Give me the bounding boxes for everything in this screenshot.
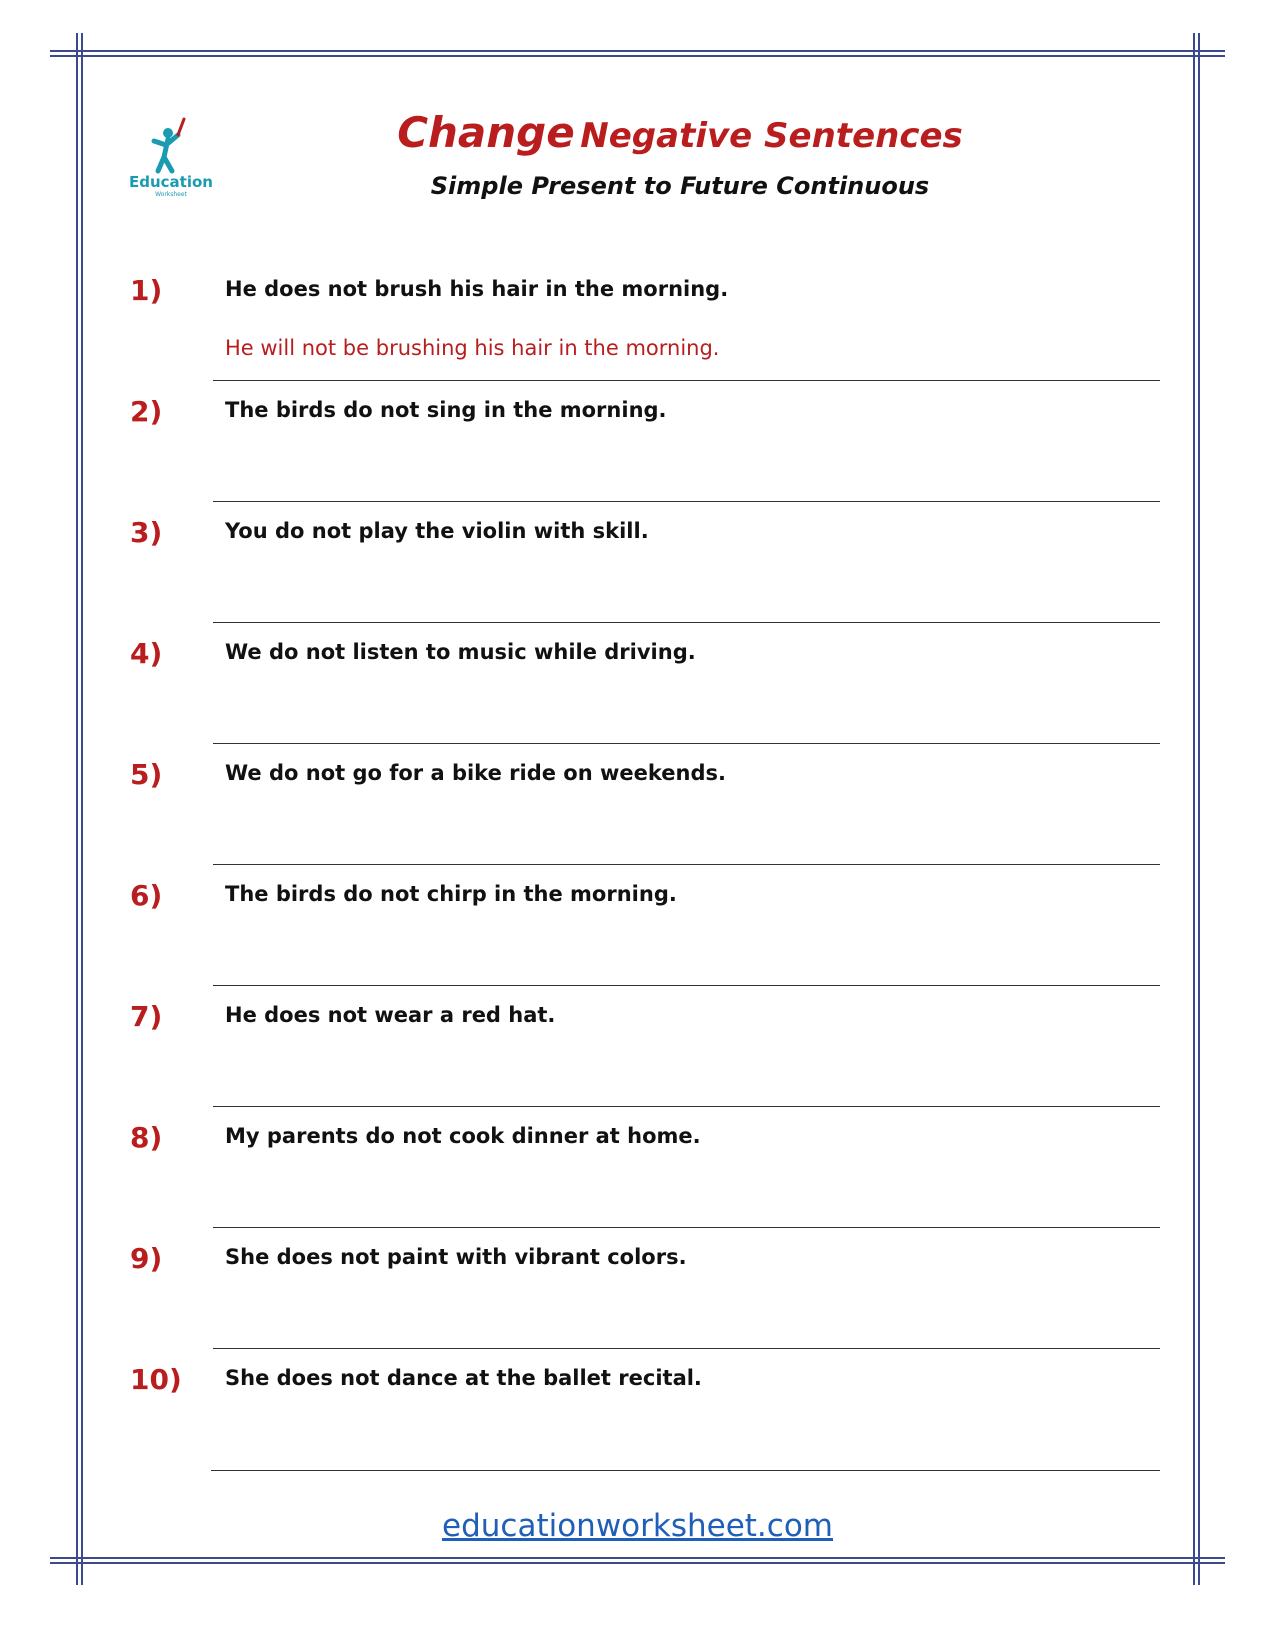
border-right-inner [1193, 33, 1195, 1585]
question-text: The birds do not chirp in the morning. [225, 882, 677, 906]
answer-line[interactable] [213, 622, 1160, 623]
footer-website-link[interactable]: educationworksheet.com [442, 1508, 833, 1544]
question-number: 5) [130, 758, 163, 791]
page-title [380, 108, 980, 157]
logo-subtext: Worksheet [155, 191, 187, 198]
border-top-outer [50, 50, 1225, 52]
border-left-outer [76, 33, 78, 1585]
question-number: 8) [130, 1121, 163, 1154]
answer-line[interactable] [213, 743, 1160, 744]
question-number: 6) [130, 879, 163, 912]
border-bottom-outer [50, 1562, 1225, 1564]
answer-line[interactable] [213, 985, 1160, 986]
title-rest: Negative Sentences [580, 116, 963, 156]
question-text: He does not brush his hair in the morning. [225, 277, 729, 301]
question-text: She does not dance at the ballet recital. [225, 1366, 702, 1390]
border-bottom-inner [50, 1557, 1225, 1559]
answer-text: He will not be brushing his hair in the morning. [225, 336, 720, 360]
question-number: 1) [130, 274, 163, 307]
answer-line[interactable] [213, 1106, 1160, 1107]
question-text: We do not go for a bike ride on weekends. [225, 761, 726, 785]
question-text: The birds do not sing in the morning. [225, 398, 667, 422]
question-text: He does not wear a red hat. [225, 1003, 556, 1027]
logo-text: Education [129, 173, 213, 191]
question-text: She does not paint with vibrant colors. [225, 1245, 687, 1269]
answer-line[interactable] [213, 501, 1160, 502]
title-word-change: Change [397, 108, 575, 157]
border-left-inner [81, 33, 83, 1585]
question-number: 3) [130, 516, 163, 549]
question-number: 7) [130, 1000, 163, 1033]
border-top-inner [50, 55, 1225, 57]
question-number: 9) [130, 1242, 163, 1275]
question-text: You do not play the violin with skill. [225, 519, 649, 543]
question-text: My parents do not cook dinner at home. [225, 1124, 701, 1148]
question-number: 2) [130, 395, 163, 428]
page-subtitle: Simple Present to Future Continuous [430, 172, 930, 200]
answer-line[interactable] [213, 864, 1160, 865]
answer-line[interactable] [211, 1470, 1160, 1471]
answer-line[interactable] [213, 380, 1160, 381]
question-number: 4) [130, 637, 163, 670]
question-text: We do not listen to music while driving. [225, 640, 696, 664]
question-number: 10) [130, 1363, 182, 1396]
border-right-outer [1198, 33, 1200, 1585]
answer-line[interactable] [213, 1227, 1160, 1228]
answer-line[interactable] [213, 1348, 1160, 1349]
